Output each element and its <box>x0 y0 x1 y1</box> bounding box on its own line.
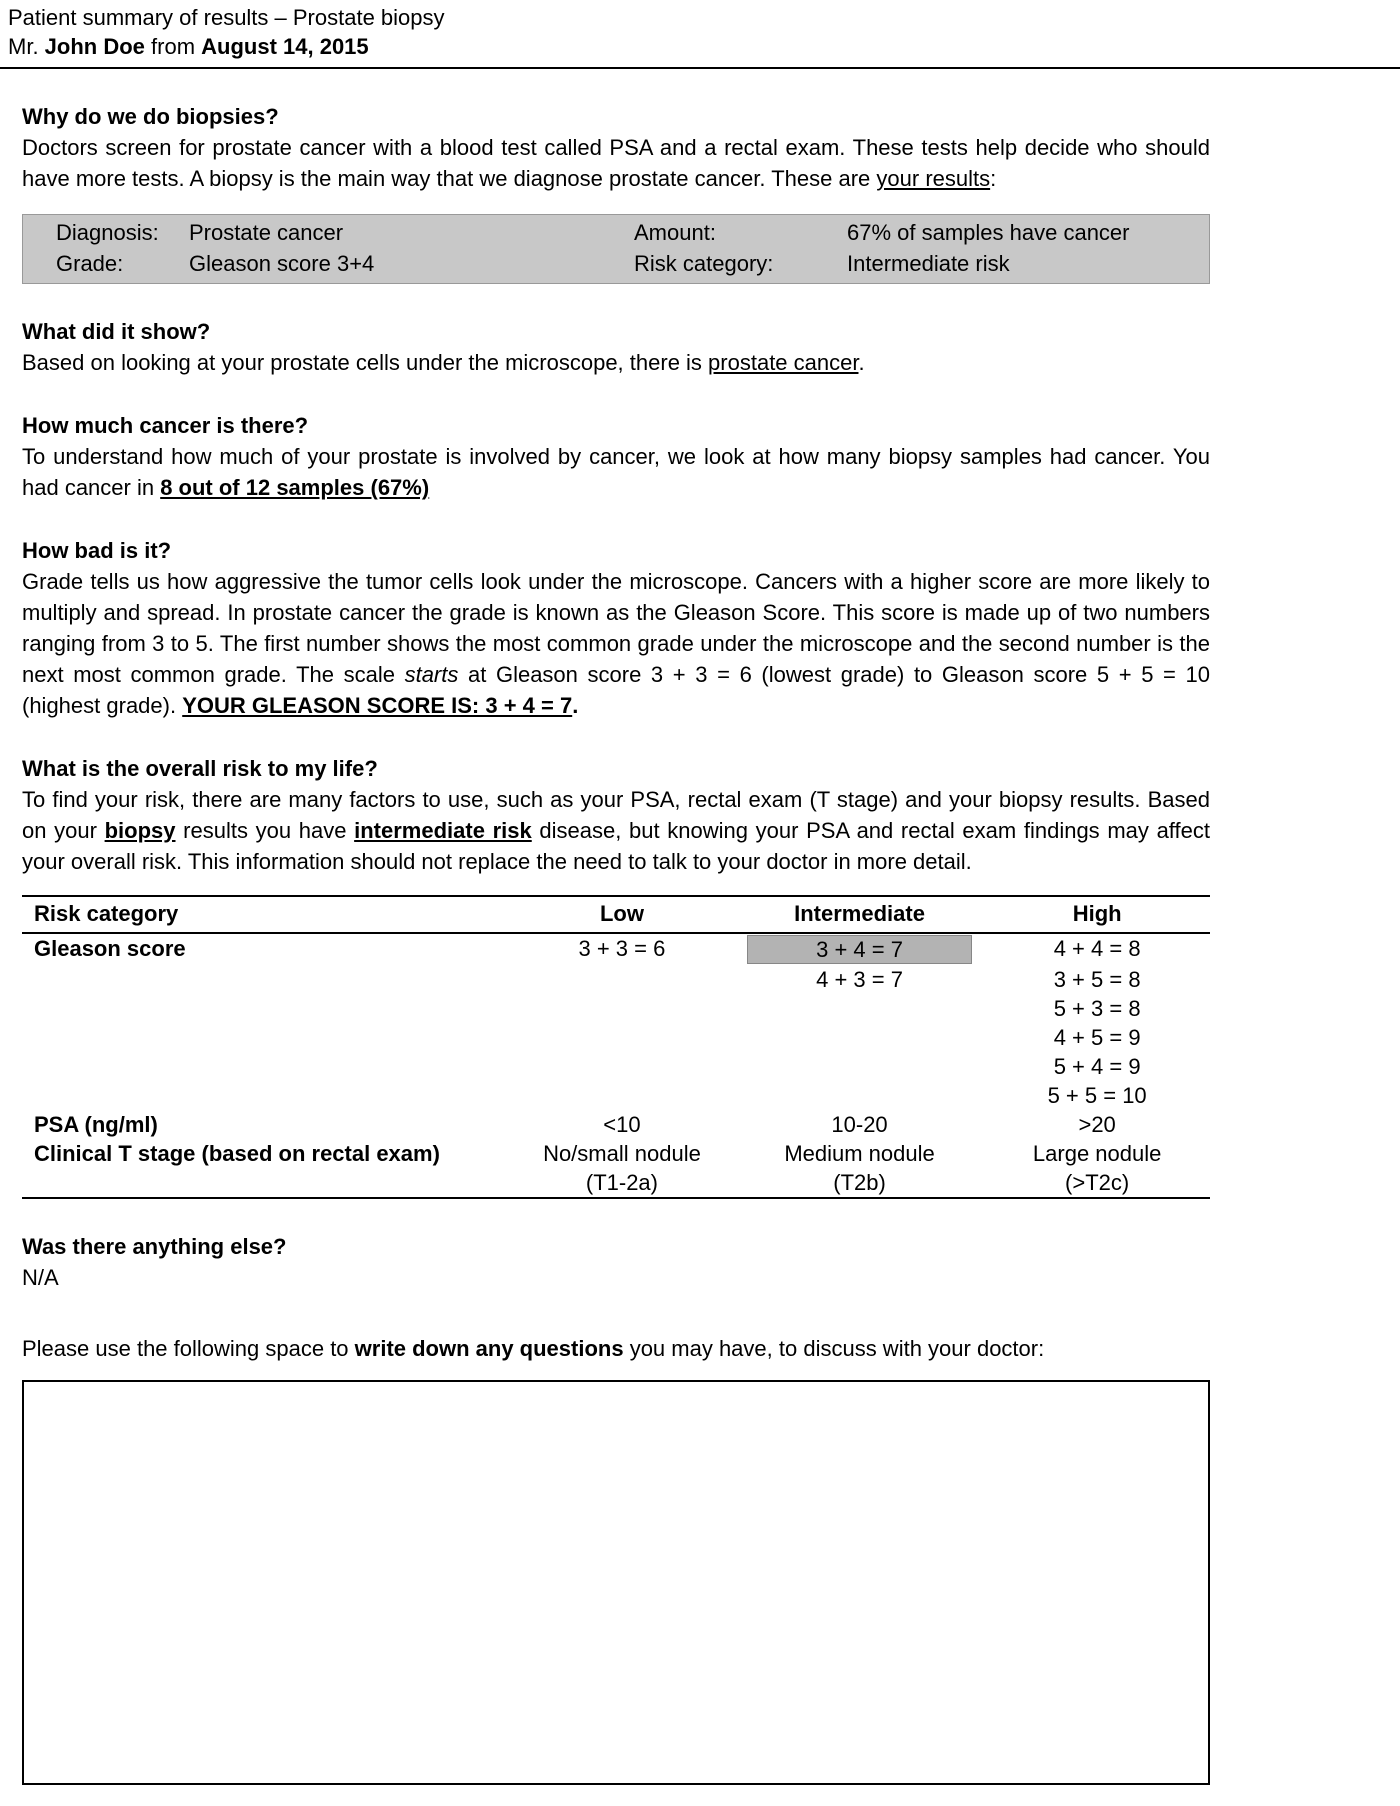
summary-label-risk-category: Risk category: <box>634 251 774 276</box>
cell-high: 3 + 5 = 8 <box>1053 967 1141 992</box>
summary-row <box>23 217 1209 248</box>
section-heading-how-much: How much cancer is there? <box>22 413 309 438</box>
questions-instruction-paragraph <box>22 1333 1210 1364</box>
text-run: . <box>858 350 865 375</box>
cell-intermediate: Medium nodule <box>784 1141 935 1166</box>
cell-intermediate <box>735 1023 984 1052</box>
patient-line <box>8 32 1390 62</box>
cell-high: (>T2c) <box>1065 1170 1130 1195</box>
cell-low <box>509 1081 735 1110</box>
text-run: : <box>990 166 997 191</box>
text-run-underlined: prostate cancer <box>708 350 859 375</box>
questions-writing-area <box>22 1380 1210 1785</box>
text-run: Please use the following space to <box>22 1336 355 1361</box>
cell-low <box>509 994 735 1023</box>
cell-label: Clinical T stage (based on rectal exam) <box>34 1141 440 1166</box>
cell-high: 4 + 5 = 9 <box>1053 1025 1141 1050</box>
text-run-bold-underlined: 8 out of 12 samples (67%) <box>160 475 430 500</box>
section-heading-anything-else: Was there anything else? <box>22 1234 287 1259</box>
cell-high: 5 + 3 = 8 <box>1053 996 1141 1021</box>
cell-label <box>22 994 509 1023</box>
overall-risk-paragraph <box>22 784 1210 877</box>
cell-label <box>22 1052 509 1081</box>
cell-intermediate <box>735 994 984 1023</box>
results-summary-box <box>22 214 1210 284</box>
cell-label <box>22 1023 509 1052</box>
document-header <box>0 0 1400 62</box>
text-run: To understand how much of your prostate is involved by cancer, we look at how many biopsy samples had cancer. You had cancer in <box>22 444 1210 500</box>
cell-high: 5 + 5 = 10 <box>1047 1083 1147 1108</box>
summary-row <box>23 248 1209 279</box>
patient-line-middle: from <box>144 34 202 59</box>
summary-label-amount: Amount: <box>634 220 716 245</box>
text-run: Grade tells us how aggressive the tumor cells look under the microscope. Cancers with a higher score are more likely to multiply and spread. In prostate cancer the grade is known as the Gleason Score. This score is made up of two numbers ranging from 3 to 5. The first number shows the most common grade under the microscope and the second number is the next most common grade. The scale <box>22 569 1210 687</box>
cell-low: 3 + 3 = 6 <box>578 936 666 961</box>
text-run-bold-underlined: intermediate risk <box>354 818 532 843</box>
cell-low: (T1-2a) <box>585 1170 658 1195</box>
document-title: Patient summary of results – Prostate biopsy <box>8 5 445 30</box>
cell-high: >20 <box>1078 1112 1116 1137</box>
summary-value-grade: Gleason score 3+4 <box>189 251 375 276</box>
document-body <box>0 102 1400 1785</box>
text-run-bold: write down any questions <box>354 1336 624 1361</box>
section-heading-how-bad: How bad is it? <box>22 538 172 563</box>
how-bad-paragraph <box>22 566 1210 721</box>
table-row <box>22 965 1210 994</box>
patient-name: John Doe <box>44 34 145 59</box>
cell-low <box>509 1023 735 1052</box>
text-run-underlined: your results <box>876 166 991 191</box>
table-row <box>22 1168 1210 1198</box>
section-heading-what-show: What did it show? <box>22 319 211 344</box>
cell-high: 5 + 4 = 9 <box>1053 1054 1141 1079</box>
what-show-paragraph <box>22 347 1210 378</box>
cell-low <box>509 965 735 994</box>
patient-gleason-highlight: 3 + 4 = 7 <box>747 935 972 964</box>
summary-value-amount: 67% of samples have cancer <box>847 220 1130 245</box>
table-row <box>22 1081 1210 1110</box>
cell-label <box>22 1081 509 1110</box>
table-row <box>22 1052 1210 1081</box>
text-run: To find your risk, there are many factors to use, such as your PSA, rectal exam (T stage) and your biopsy results. Based on your <box>22 787 1210 843</box>
cell-label <box>22 1168 509 1198</box>
text-run: you may have, to discuss with your doctor: <box>623 1336 1045 1361</box>
cell-label <box>22 965 509 994</box>
text-run: at Gleason score 3 + 3 = 6 (lowest grade) to Gleason score 5 + 5 = 10 (highest grade). <box>22 662 1210 718</box>
table-row <box>22 1023 1210 1052</box>
text-run: Doctors screen for prostate cancer with a blood test called PSA and a rectal exam. These tests help decide who should have more tests. A biopsy is the main way that we diagnose prostate cancer. These are <box>22 135 1210 191</box>
how-much-paragraph <box>22 441 1210 503</box>
cell-low: <10 <box>603 1112 641 1137</box>
table-row <box>22 1139 1210 1168</box>
table-row <box>22 1110 1210 1139</box>
text-run: results you have <box>175 818 355 843</box>
risk-category-table <box>22 895 1210 1199</box>
summary-value-risk-category: Intermediate risk <box>847 251 1010 276</box>
cell-high: Large nodule <box>1032 1141 1162 1166</box>
header-risk-category: Risk category <box>22 896 509 933</box>
header-intermediate: Intermediate <box>735 896 984 933</box>
cell-intermediate <box>735 1052 984 1081</box>
text-run: Based on looking at your prostate cells under the microscope, there is <box>22 350 709 375</box>
section-heading-why-biopsies: Why do we do biopsies? <box>22 104 279 129</box>
cell-high: 4 + 4 = 8 <box>1053 936 1141 961</box>
summary-label-diagnosis: Diagnosis: <box>56 220 159 245</box>
summary-value-diagnosis: Prostate cancer <box>189 220 344 245</box>
cell-intermediate: (T2b) <box>833 1170 886 1195</box>
table-row <box>22 933 1210 965</box>
cell-label: Gleason score <box>34 936 186 961</box>
cell-low: No/small nodule <box>543 1141 701 1166</box>
text-run-bold-underlined: YOUR GLEASON SCORE IS: 3 + 4 = 7 <box>182 693 573 718</box>
text-run: . <box>572 693 579 718</box>
cell-intermediate <box>735 933 984 965</box>
section-heading-overall-risk: What is the overall risk to my life? <box>22 756 378 781</box>
cell-low <box>509 1052 735 1081</box>
patient-prefix: Mr. <box>8 34 45 59</box>
cell-label: PSA (ng/ml) <box>34 1112 158 1137</box>
summary-label-grade: Grade: <box>56 251 124 276</box>
header-divider <box>0 67 1400 69</box>
report-date: August 14, 2015 <box>201 34 369 59</box>
table-row <box>22 994 1210 1023</box>
text-run-italic: starts <box>404 662 459 687</box>
header-low: Low <box>509 896 735 933</box>
cell-intermediate <box>735 1081 984 1110</box>
header-high: High <box>984 896 1210 933</box>
cell-intermediate: 4 + 3 = 7 <box>816 967 903 992</box>
text-run: disease, but knowing your PSA and rectal exam findings may affect your overall risk. This information should not replace the need to talk to your doctor in more detail. <box>22 818 1210 874</box>
anything-else-paragraph: N/A <box>22 1265 59 1290</box>
cell-intermediate: 10-20 <box>831 1112 888 1137</box>
risk-table-header-row <box>22 896 1210 933</box>
why-biopsies-paragraph <box>22 132 1210 194</box>
text-run-bold-underlined: biopsy <box>104 818 176 843</box>
